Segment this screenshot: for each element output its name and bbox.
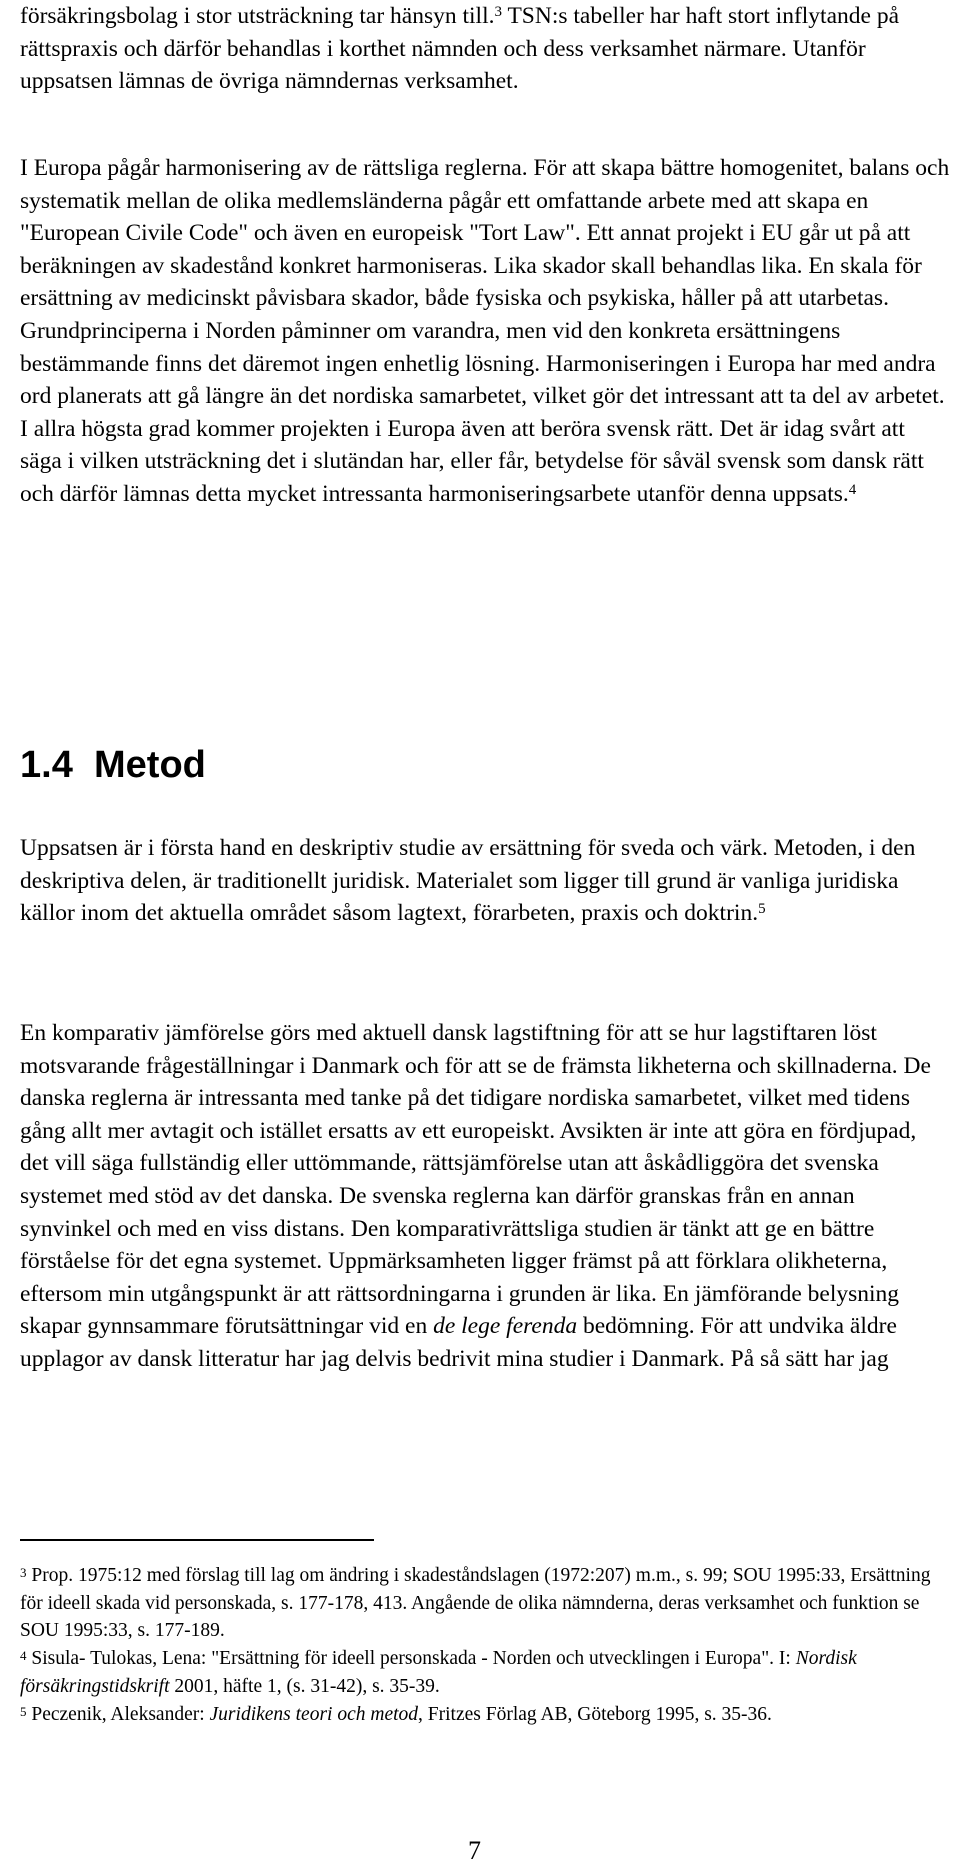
footnote-ref-4: 4 — [848, 481, 857, 498]
paragraph-text: I Europa pågår harmonisering av de rättsliga reglerna. För att skapa bättre homogenitet, balans och systematik mellan de olika medlemsländerna pågår ett omfattande arbete med att skapa en "European Civile Code" och även en europeisk "Tort Law". Ett annat projekt i EU går ut på att beräkningen av skadestånd konkret harmoniseras. Lika skador skall behandlas lika. En skala för ersättning av medicinskt påvisbara skador, både fysiska och psykiska, håller på att utarbetas. Grundprinciperna i Norden påminner om varandra, men vid den konkreta ersättningens bestämmande finns det däremot ingen enhetlig lösning. Harmoniseringen i Europa har med andra ord planerats att gå längre än det nordiska samarbetet, vilket gör det intressant att ta del av arbetet. I allra högsta grad kommer projekten i Europa även att beröra svensk rätt. Det är idag svårt att säga i vilken utsträckning det i slutändan har, eller får, betydelse för såväl svensk som dansk rätt och därför lämnas detta mycket intressanta harmoniseringsarbete utanför denna uppsats. — [20, 155, 950, 507]
footnote-separator — [20, 1539, 374, 1541]
footnote-number: 4 — [20, 1648, 27, 1663]
footnote-number: 5 — [20, 1704, 27, 1719]
footnote-italic: Juridikens teori och metod — [209, 1704, 419, 1725]
section-heading — [20, 742, 206, 788]
paragraph-text: bedömning. För att undvika äldre upplagor av dansk litteratur har jag delvis bedrivit mina studier i Danmark. På så sätt har jag — [20, 1313, 897, 1372]
method-paragraph-2 — [20, 1017, 950, 1376]
section-title: Metod — [94, 744, 206, 786]
footnote-italic: Nordisk försäkringstidskrift — [20, 1648, 857, 1697]
footnote-text: Prop. 1975:12 med förslag till lag om ändring i skadeståndslagen (1972:207) m.m., s. 99; SOU 1995:33, Ersättning för ideell skada vid personskada, s. 177-178, 413. Angående de olika nämnderna, deras verksamhet och funktion se SOU 1995:33, s. 177-189. — [20, 1565, 931, 1641]
footnote-3 — [20, 1562, 950, 1645]
paragraph-text: En komparativ jämförelse görs med aktuell dansk lagstiftning för att se hur lagstiftaren löst motsvarande frågeställningar i Danmark och för att se de främsta likheterna och skillnaderna. De danska reglerna är intressanta med tanke på det tidigare nordiska samarbetet, vilket med tidens gång allt mer avtagit och istället ersatts av ett europeiskt. Avsikten är inte att göra en fördjupad, det vill säga fullständig eller uttömmande, rättsjämförelse utan att åskådliggöra det svenska systemet med stöd av det danska. De svenska reglerna kan därför granskas från en annan synvinkel och med en viss distans. Den komparativrättsliga studien är tänkt att ge en bättre förståelse för det egna systemet. Uppmärksamheten ligger främst på att förklara olikheterna, eftersom min utgångspunkt är att rättsordningarna i grunden är lika. En jämförande belysning skapar gynnsammare förutsättningar vid en — [20, 1020, 931, 1340]
paragraph-text: försäkringsbolag i stor utsträckning tar hänsyn till. — [20, 3, 495, 29]
page-number: 7 — [468, 1836, 481, 1865]
footnote-4 — [20, 1645, 950, 1700]
footnote-5 — [20, 1701, 950, 1729]
italic-phrase: de lege ferenda — [433, 1313, 578, 1340]
paragraph-text: Uppsatsen är i första hand en deskriptiv studie av ersättning för sveda och värk. Metoden, i den deskriptiva delen, är traditionellt juridisk. Materialet som ligger till grund är vanliga juridiska källor inom det aktuella området såsom lagtext, förarbeten, praxis och doktrin. — [20, 835, 916, 927]
footnote-ref-5: 5 — [758, 901, 766, 918]
footnote-text: Peczenik, Aleksander: — [26, 1704, 210, 1725]
footnote-text: 2001, häfte 1, (s. 31-42), s. 35-39. — [169, 1675, 440, 1697]
footnote-text: , Fritzes Förlag AB, Göteborg 1995, s. 35-36. — [418, 1704, 772, 1725]
footnote-number: 3 — [20, 1565, 27, 1580]
paragraph-text: TSN:s tabeller har haft stort inflytande på rättspraxis och därför behandlas i korthet nämnden och dess verksamhet närmare. Utanför uppsatsen lämnas de övriga nämndernas verksamhet. — [20, 3, 899, 95]
body-paragraph-intro — [20, 0, 950, 98]
section-number: 1.4 — [20, 744, 73, 786]
footnote-text: Sisula- Tulokas, Lena: "Ersättning för ideell personskada - Norden och utvecklingen i Europa". I: — [26, 1648, 796, 1669]
footnote-ref-3: 3 — [494, 4, 502, 20]
body-paragraph-europe — [20, 152, 950, 511]
method-paragraph-1 — [20, 832, 950, 930]
